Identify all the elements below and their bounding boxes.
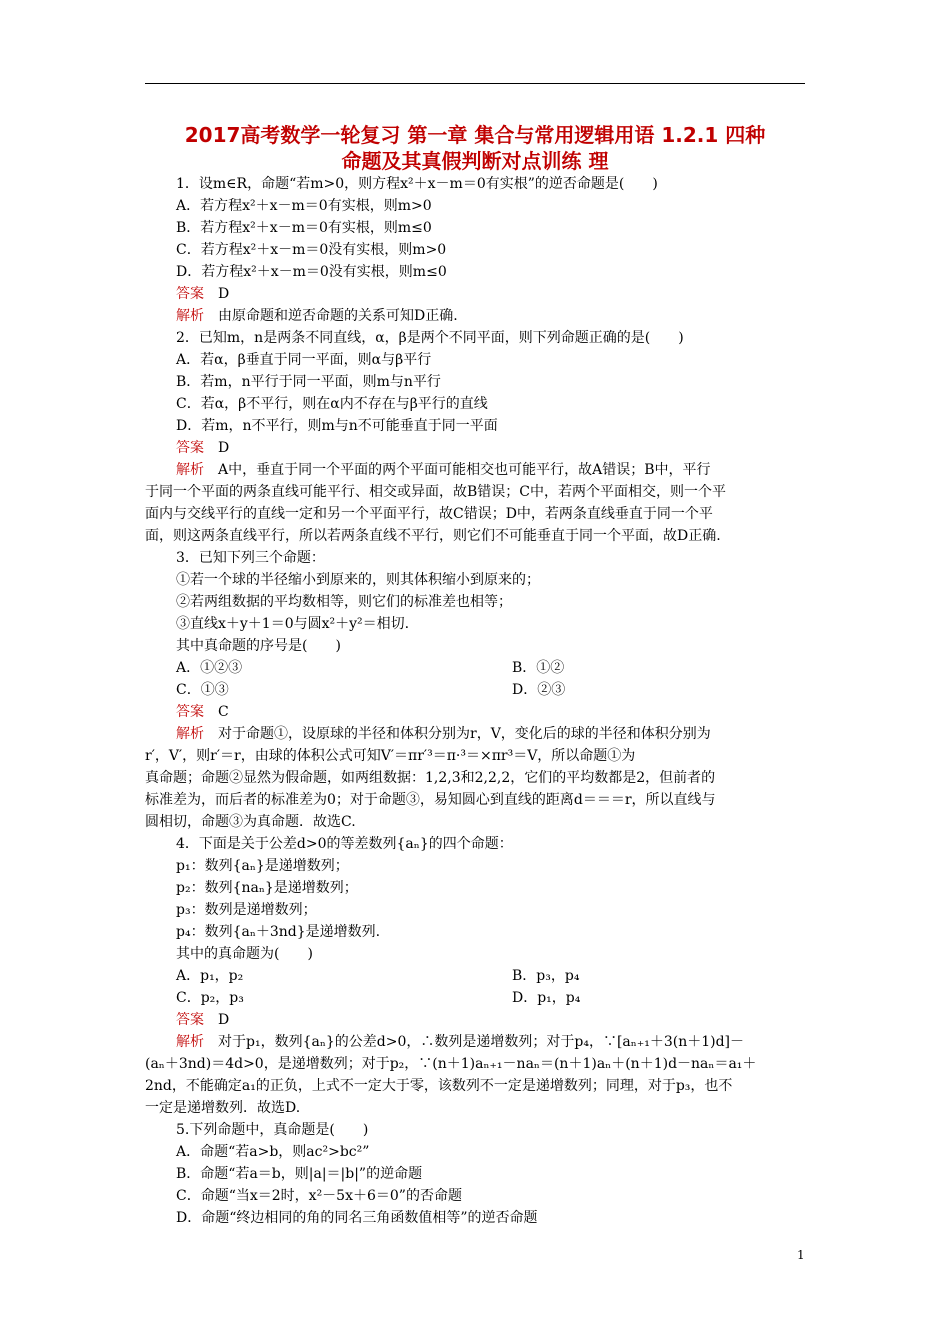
- q1-answer: [176, 284, 229, 304]
- answer-label: 答案: [176, 440, 204, 456]
- q4-stem: 4．下面是关于公差d>0的等差数列{aₙ}的四个命题：: [176, 836, 513, 852]
- q2-option-d: D．若m，n不平行，则m与n不可能垂直于同一平面: [176, 418, 498, 434]
- q2-option-a: A．若α，β垂直于同一平面，则α与β平行: [176, 352, 432, 368]
- answer-value: D: [218, 1012, 230, 1028]
- q2-analysis-line2: 于同一个平面的两条直线可能平行、相交或异面，故B错误；C中，若两个平面相交，则一个平: [145, 484, 726, 500]
- doc-title-line2: 命题及其真假判断对点训练 理: [341, 149, 609, 173]
- answer-value: C: [218, 704, 229, 720]
- q3-answer: [176, 702, 229, 722]
- q3-analysis-line3: 真命题；命题②显然为假命题，如两组数据：1,2,3和2,2,2，它们的平均数都是2，但前者的: [145, 770, 716, 786]
- q2-option-b: B．若m，n平行于同一平面，则m与n平行: [176, 374, 441, 390]
- q4-option-b: B．p₃，p₄: [512, 968, 580, 984]
- q3-analysis-line2: r′，V′，则r′＝r，由球的体积公式可知V′＝πr′³＝π·³＝×πr³＝V，所以命题①为: [145, 748, 636, 764]
- q3-stem: 3．已知下列三个命题：: [176, 550, 325, 566]
- q2-stem: 2．已知m，n是两条不同直线，α，β是两个不同平面，则下列命题正确的是( ): [176, 330, 684, 346]
- page-number: 1: [797, 1248, 805, 1262]
- q5-option-b: B．命题“若a＝b，则|a|＝|b|”的逆命题: [176, 1166, 423, 1182]
- q3-option-a: A．①②③: [176, 660, 243, 676]
- q4-analysis-line2: (aₙ＋3nd)＝4d>0，是递增数列；对于p₂，∵(n＋1)aₙ₊₁－naₙ＝(n＋1)aₙ＋(n＋1)d－naₙ＝a₁＋: [145, 1056, 757, 1072]
- q5-option-d: D．命题“终边相同的角的同名三角函数值相等”的逆否命题: [176, 1210, 538, 1226]
- q3-analysis-line5: 圆相切，命题③为真命题．故选C.: [145, 814, 356, 830]
- q4-option-d: D．p₁，p₄: [512, 990, 581, 1006]
- analysis-text: 由原命题和逆否命题的关系可知D正确.: [218, 308, 458, 324]
- q3-ask: 其中真命题的序号是( ): [176, 638, 341, 654]
- analysis-label: 解析: [176, 462, 204, 478]
- q5-option-c: C．命题“当x＝2时，x²－5x＋6＝0”的否命题: [176, 1188, 462, 1204]
- q4-analysis-line3: 2nd，不能确定a₁的正负，上式不一定大于零，该数列不一定是递增数列；同理，对于p₃，也不: [145, 1078, 733, 1094]
- q1-stem: 1．设m∈R，命题“若m>0，则方程x²＋x－m＝0有实根”的逆否命题是( ): [176, 176, 658, 192]
- q5-stem: 5.下列命题中，真命题是( ): [176, 1122, 369, 1138]
- answer-value: D: [218, 440, 230, 456]
- q4-ask: 其中的真命题为( ): [176, 946, 313, 962]
- q3-proposition-3: ③直线x＋y＋1＝0与圆x²＋y²＝相切.: [176, 616, 410, 632]
- q3-analysis-line4: 标准差为，而后者的标准差为0；对于命题③，易知圆心到直线的距离d＝＝＝r，所以直线与: [145, 792, 716, 808]
- q2-analysis-line1: [176, 460, 711, 480]
- q5-option-a: A．命题“若a>b，则ac²>bc²”: [176, 1144, 370, 1160]
- answer-label: 答案: [176, 1012, 204, 1028]
- q4-answer: [176, 1010, 229, 1030]
- q1-analysis: [176, 306, 458, 326]
- analysis-label: 解析: [176, 726, 204, 742]
- analysis-text: 对于p₁，数列{aₙ}的公差d>0，∴数列是递增数列；对于p₄，∵[aₙ₊₁＋3(n＋1)d]－: [218, 1034, 745, 1050]
- q2-analysis-line4: 面，则这两条直线平行，所以若两条直线不平行，则它们不可能垂直于同一个平面，故D正确.: [145, 528, 721, 544]
- header-rule: [145, 83, 805, 84]
- analysis-label: 解析: [176, 1034, 204, 1050]
- q3-option-d: D．②③: [512, 682, 566, 698]
- analysis-text: 对于命题①，设原球的半径和体积分别为r，V，变化后的球的半径和体积分别为: [218, 726, 711, 742]
- doc-title-line1: 2017高考数学一轮复习 第一章 集合与常用逻辑用语 1.2.1 四种: [184, 123, 766, 147]
- q4-proposition-2: p₂：数列{naₙ}是递增数列；: [176, 880, 358, 896]
- q1-option-b: B．若方程x²＋x－m＝0有实根，则m≤0: [176, 220, 432, 236]
- q3-option-b: B．①②: [512, 660, 565, 676]
- q4-option-c: C．p₂，p₃: [176, 990, 244, 1006]
- q3-proposition-1: ①若一个球的半径缩小到原来的，则其体积缩小到原来的；: [176, 572, 540, 588]
- q4-proposition-1: p₁：数列{aₙ}是递增数列；: [176, 858, 349, 874]
- q3-analysis-line1: [176, 724, 711, 744]
- answer-label: 答案: [176, 286, 204, 302]
- q2-analysis-line3: 面内与交线平行的直线一定和另一个平面平行，故C错误；D中，若两条直线垂直于同一个平: [145, 506, 713, 522]
- q2-answer: [176, 438, 229, 458]
- q3-option-c: C．①③: [176, 682, 229, 698]
- q1-option-a: A．若方程x²＋x－m＝0有实根，则m>0: [176, 198, 432, 214]
- q1-option-d: D．若方程x²＋x－m＝0没有实根，则m≤0: [176, 264, 447, 280]
- analysis-label: 解析: [176, 308, 204, 324]
- answer-label: 答案: [176, 704, 204, 720]
- q4-analysis-line4: 一定是递增数列．故选D.: [145, 1100, 301, 1116]
- q2-option-c: C．若α，β不平行，则在α内不存在与β平行的直线: [176, 396, 488, 412]
- q3-proposition-2: ②若两组数据的平均数相等，则它们的标准差也相等；: [176, 594, 512, 610]
- q4-proposition-4: p₄：数列{aₙ＋3nd}是递增数列.: [176, 924, 381, 940]
- q4-proposition-3: p₃：数列是递增数列；: [176, 902, 317, 918]
- analysis-text: A中，垂直于同一个平面的两个平面可能相交也可能平行，故A错误；B中，平行: [218, 462, 711, 478]
- q1-option-c: C．若方程x²＋x－m＝0没有实根，则m>0: [176, 242, 447, 258]
- q4-analysis-line1: [176, 1032, 744, 1052]
- q4-option-a: A．p₁，p₂: [176, 968, 244, 984]
- answer-value: D: [218, 286, 230, 302]
